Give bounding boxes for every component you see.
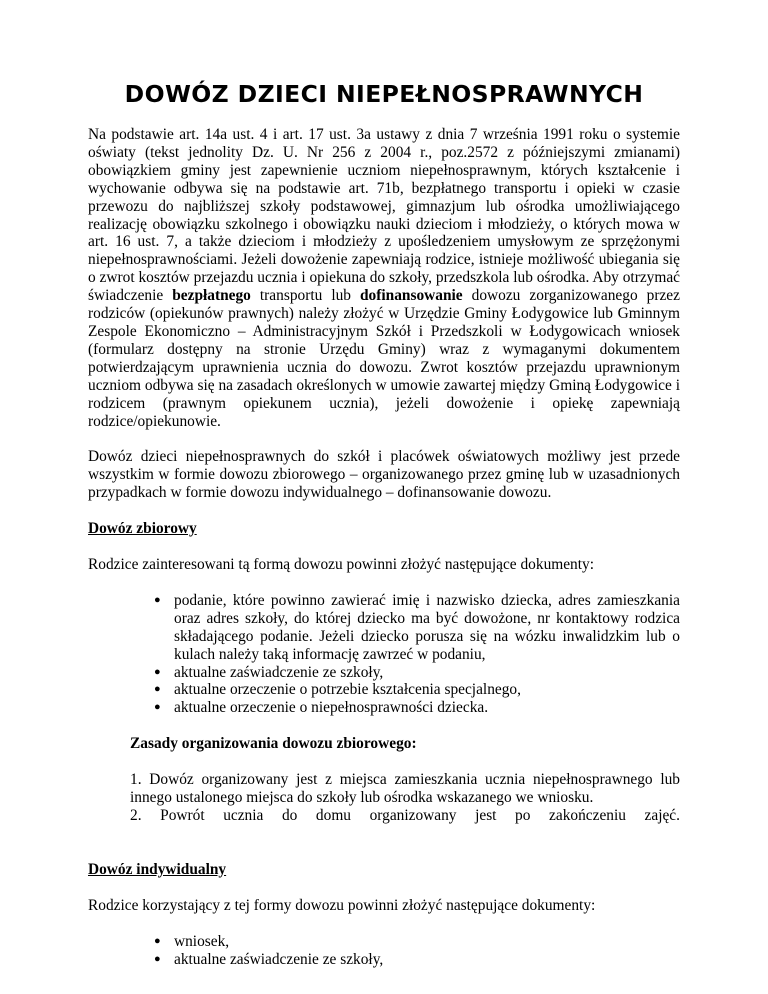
- bullet-icon: ●: [154, 665, 161, 678]
- section-heading-individual: Dowóz indywidualny: [88, 860, 227, 878]
- collective-rules-heading: Zasady organizowania dowozu zbiorowego:: [130, 735, 417, 753]
- list-item-text: wniosek,: [174, 932, 230, 950]
- intro-text-2: transportu lub: [250, 287, 360, 305]
- individual-documents-list: [88, 933, 680, 969]
- forms-paragraph: Dowóz dzieci niepełnosprawnych do szkół i placówek oświatowych możliwy jest przede wszystkim w formie dowozu zbiorowego – organizowanego przez gminę lub w uzasadnionych przypadkach w formie dowozu indywidualnego – dofinansowanie dowozu.: [88, 448, 680, 502]
- section-heading-collective: Dowóz zbiorowy: [88, 520, 197, 538]
- rule-1: 1. Dowóz organizowany jest z miejsca zamieszkania ucznia niepełnosprawnego lub innego ustalonego miejsca do szkoły lub ośrodka wskazanego we wniosku.: [130, 771, 680, 807]
- list-item-text: aktualne zaświadczenie ze szkoły,: [174, 663, 384, 681]
- document-page: [88, 80, 680, 969]
- list-item: [154, 663, 680, 682]
- bullet-icon: ●: [154, 701, 161, 714]
- intro-paragraph: [88, 126, 680, 430]
- intro-bold-funding: dofinansowanie: [360, 287, 463, 305]
- collective-documents-list: [88, 592, 680, 717]
- bullet-icon: ●: [154, 593, 161, 606]
- intro-bold-free: bezpłatnego: [172, 287, 251, 305]
- list-item-text: aktualne orzeczenie o potrzebie kształcenia specjalnego,: [174, 681, 521, 699]
- individual-lead: Rodzice korzystający z tej formy dowozu powinni złożyć następujące dokumenty:: [88, 896, 596, 914]
- list-item: [154, 681, 680, 699]
- intro-text-3: dowozu zorganizowanego przez rodziców (opiekunów prawnych) należy złożyć w Urzędzie Gminy Łodygowice lub Gminnym Zespole Ekonomiczno – Administracyjnym Szkół i Przedszkoli w Łodygowicach wniosek (formularz dostępny na stronie Urzędu Gminy) wraz z wymaganymi dokumentem potwierdzającym uprawnienia ucznia do dowozu. Zwrot kosztów przejazdu uprawnionym uczniom odbywa się na zasadach określonych w umowie zawartej między Gminą Łodygowice i rodzicem (prawnym opiekunem ucznia), jeżeli dowożenie i opiekę zapewniają rodzice/opiekunowie.: [88, 287, 680, 430]
- bullet-icon: ●: [154, 683, 161, 696]
- list-item: [154, 699, 680, 717]
- bullet-icon: ●: [154, 952, 161, 965]
- list-item-text: podanie, które powinno zawierać imię i nazwisko dziecka, adres zamieszkania oraz adres szkoły, do której dziecko ma być dowożone, nr kontaktowy rodzica składającego podanie. Jeżeli dziecko porusza się na wózku inwalidzkim lub o kulach należy taką informację zawrzeć w podaniu,: [174, 591, 680, 663]
- list-item-text: aktualne zaświadczenie ze szkoły,: [174, 950, 384, 968]
- page-title: DOWÓZ DZIECI NIEPEŁNOSPRAWNYCH: [124, 80, 644, 108]
- rule-2: 2. Powrót ucznia do domu organizowany jest po zakończeniu zajęć.: [130, 807, 680, 824]
- collective-rules: [130, 771, 680, 825]
- list-item: [154, 591, 680, 664]
- list-item: [154, 932, 680, 951]
- intro-text-1: Na podstawie art. 14a ust. 4 i art. 17 ust. 3a ustawy z dnia 7 września 1991 roku o systemie oświaty (tekst jednolity Dz. U. Nr 256 z 2004 r., poz.2572 z późniejszymi zmianami) obowiązkiem gminy jest zapewnienie uczniom niepełnosprawnym, których kształcenie i wychowanie odbywa się na podstawie art. 71b, bezpłatnego transportu i opieki w czasie przewozu do najbliższej szkoły podstawowej, gimnazjum lub ośrodka umożliwiającego realizację obowiązku szkolnego i obowiązku nauki dzieciom i młodzieży, o których mowa w art. 16 ust. 7, a także dzieciom i młodzieży z upośledzeniem umysłowym ze sprzężonymi niepełnosprawnościami. Jeżeli dowożenie zapewniają rodzice, istnieje możliwość ubiegania się o zwrot kosztów przejazdu ucznia i opiekuna do szkoły, przedszkola lub ośrodka. Aby otrzymać świadczenie: [88, 126, 680, 305]
- bullet-icon: ●: [154, 934, 161, 947]
- list-item-text: aktualne orzeczenie o niepełnosprawności dziecka.: [174, 699, 489, 717]
- list-item: [154, 950, 680, 969]
- collective-lead: Rodzice zainteresowani tą formą dowozu powinni złożyć następujące dokumenty:: [88, 556, 595, 574]
